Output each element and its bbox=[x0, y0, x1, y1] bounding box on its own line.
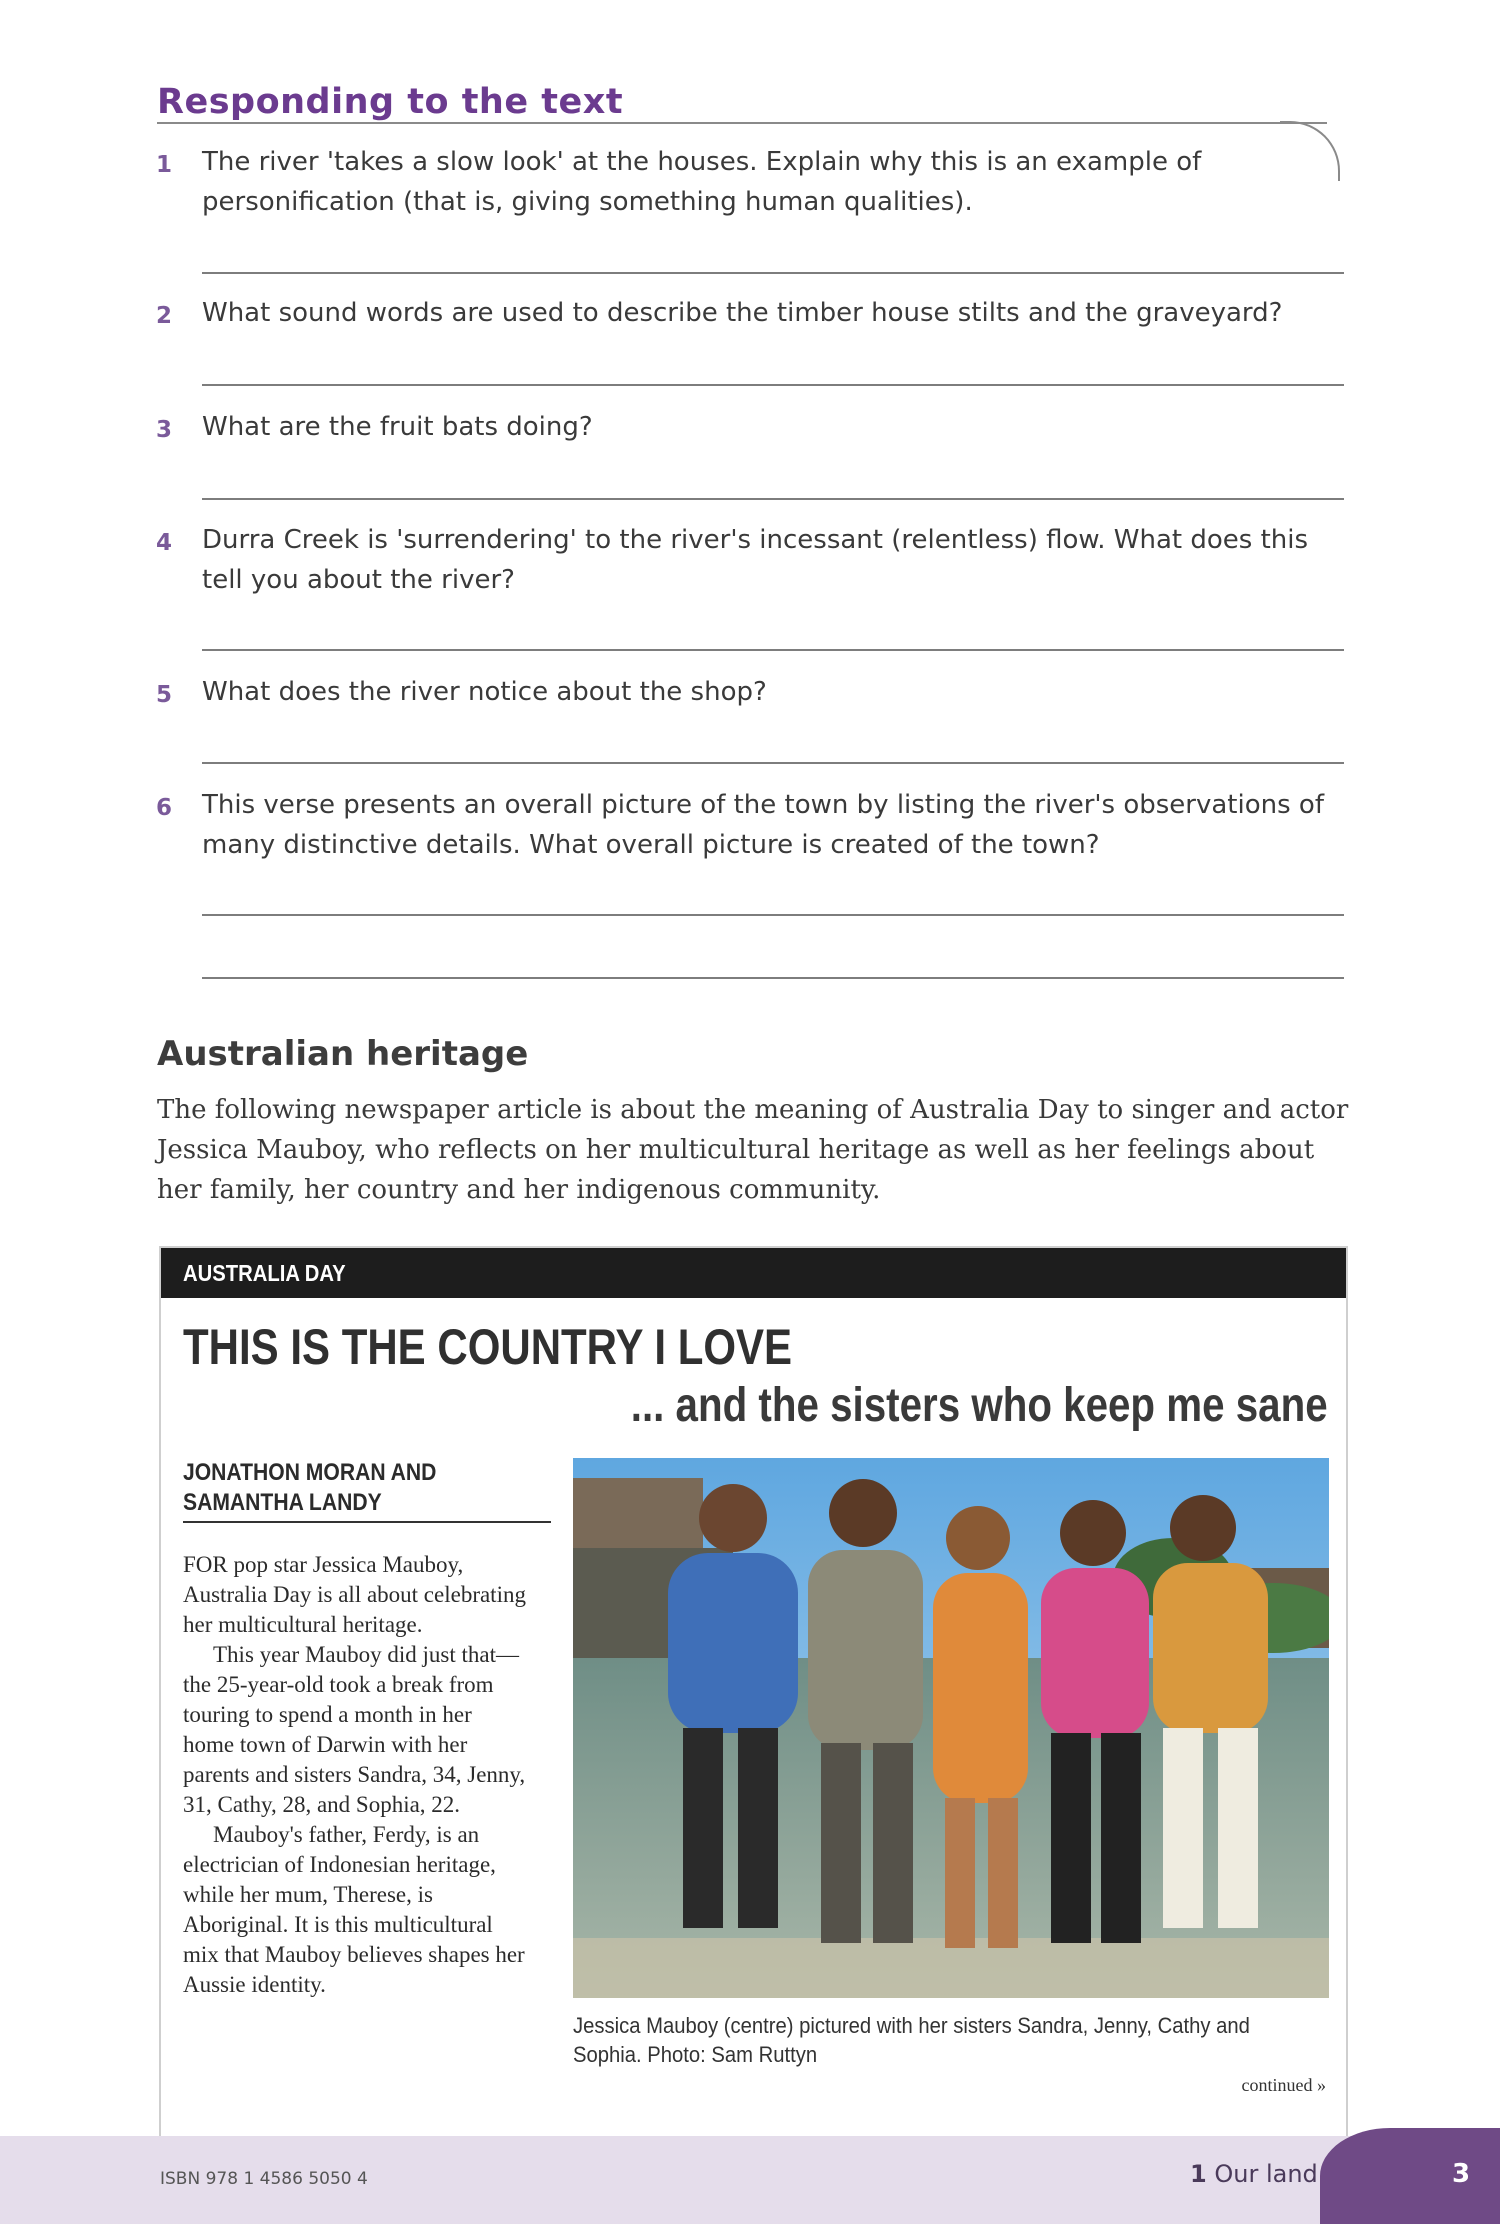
page-tab bbox=[1320, 2128, 1500, 2224]
question-text: What are the fruit bats doing? bbox=[202, 412, 593, 442]
byline-rule bbox=[183, 1521, 551, 1523]
continued-label: continued » bbox=[1241, 2075, 1326, 2095]
chapter-number: 1 bbox=[1190, 2160, 1207, 2188]
question-text: What sound words are used to describe the timber house stilts and the graveyard? bbox=[202, 298, 1283, 328]
answer-line[interactable] bbox=[202, 914, 1344, 916]
title-rule bbox=[157, 122, 1327, 124]
article-byline: JONATHON MORAN AND SAMANTHA LANDY bbox=[183, 1459, 437, 1516]
article-photo bbox=[573, 1458, 1329, 1998]
question-number: 4 bbox=[156, 530, 173, 556]
isbn: ISBN 978 1 4586 5050 4 bbox=[160, 2169, 368, 2189]
question-number: 3 bbox=[156, 417, 173, 443]
article-paragraph: Mauboy's father, Ferdy, is an electrician of Indonesian heritage, while her mum, Therese, is Aboriginal. It is this multicultural mix that Mauboy believes shapes her Aussie identity. bbox=[183, 1822, 525, 1997]
photo-illustration bbox=[573, 1458, 1329, 1998]
answer-line[interactable] bbox=[202, 977, 1344, 979]
question-number: 2 bbox=[156, 303, 173, 329]
heritage-intro: The following newspaper article is about the meaning of Australia Day to singer and actor Jessica Mauboy, who reflects on her multicultural heritage as well as her feelings about her family, her country and her indigenous community. bbox=[157, 1095, 1349, 1205]
article-paragraph: This year Mauboy did just that—the 25-year-old took a break from touring to spend a month in her home town of Darwin with her parents and sisters Sandra, 34, Jenny, 31, Cathy, 28, and Sophia, 22. bbox=[183, 1642, 526, 1817]
answer-line[interactable] bbox=[202, 272, 1344, 274]
article-subheadline: ... and the sisters who keep me sane bbox=[631, 1379, 1328, 1432]
question-text: What does the river notice about the shop? bbox=[202, 677, 767, 707]
article-paragraph: FOR pop star Jessica Mauboy, Australia Day is all about celebrating her multicultural heritage. bbox=[183, 1552, 526, 1637]
question-number: 1 bbox=[156, 152, 173, 178]
page-number: 3 bbox=[1452, 2159, 1471, 2189]
chapter-label bbox=[1190, 2160, 1318, 2188]
answer-line[interactable] bbox=[202, 762, 1344, 764]
question-number: 6 bbox=[156, 795, 173, 821]
section-title: Responding to the text bbox=[157, 82, 624, 122]
article-body bbox=[183, 1550, 528, 2000]
chapter-title: Our land bbox=[1214, 2160, 1318, 2188]
photo-caption: Jessica Mauboy (centre) pictured with her sisters Sandra, Jenny, Cathy and Sophia. Photo: Sam Ruttyn bbox=[573, 2013, 1250, 2067]
heritage-heading: Australian heritage bbox=[157, 1034, 529, 1074]
question-number: 5 bbox=[156, 682, 173, 708]
question-text: This verse presents an overall picture of the town by listing the river's observations of many distinctive details. What overall picture is created of the town? bbox=[202, 790, 1324, 860]
answer-line[interactable] bbox=[202, 649, 1344, 651]
answer-line[interactable] bbox=[202, 384, 1344, 386]
question-text: Durra Creek is 'surrendering' to the river's incessant (relentless) flow. What does this tell you about the river? bbox=[202, 525, 1309, 595]
answer-line[interactable] bbox=[202, 498, 1344, 500]
article-banner-label: AUSTRALIA DAY bbox=[183, 1260, 346, 1286]
article-headline: THIS IS THE COUNTRY I LOVE bbox=[183, 1319, 793, 1375]
article-banner bbox=[161, 1248, 1346, 1298]
newspaper-article bbox=[159, 1246, 1348, 2136]
question-text: The river 'takes a slow look' at the houses. Explain why this is an example of personification (that is, giving something human qualities). bbox=[202, 147, 1202, 217]
